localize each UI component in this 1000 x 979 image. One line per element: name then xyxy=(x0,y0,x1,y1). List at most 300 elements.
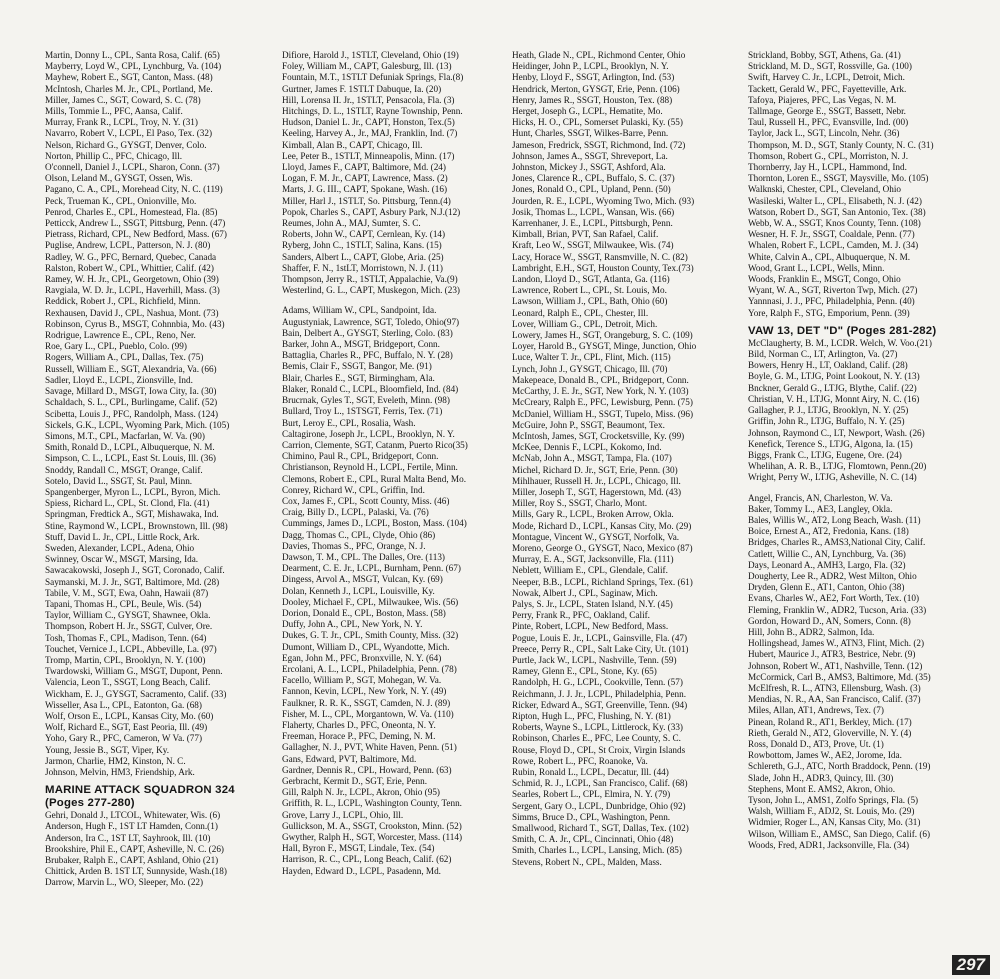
roster-entry: Preece, Perry R., CPL, Salt Lake City, Ut. (101) xyxy=(512,643,689,654)
roster-entry: Taul, Russell H., PFC, Evansville, Ind. (00) xyxy=(748,117,909,128)
roster-entry: Reddick, Robert J., CPL, Richfield, Minn. xyxy=(45,296,201,307)
roster-entry: Palys, S. Jr., LCPL, Staten Island, N.Y. (45) xyxy=(512,598,673,609)
roster-column-3 xyxy=(512,50,744,868)
roster-entry: Puglise, Andrew, LCPL, Patterson, N. J. (80) xyxy=(45,240,211,251)
roster-entry: Dryden, Glenn E., AT1, Canton, Ohio (38) xyxy=(748,582,905,593)
roster-entry: Peck, Trueman K., CPL, Onionville, Mo. xyxy=(45,195,197,206)
roster-entry: Robinson, Cyrus B., MSGT, Cohnnbia, Mo. (43) xyxy=(45,318,225,329)
roster-entry: Lynch, John J., GYSGT, Chicago, Ill. (70) xyxy=(512,363,668,374)
roster-entry: Bemis, Clair F., SSGT, Bangor, Me. (91) xyxy=(282,361,432,372)
roster-entry: Davies, Thomas S., PFC, Orange, N. J. xyxy=(282,540,426,551)
roster-entry: Spangenberger, Myron L., LCPL, Byron, Mich. xyxy=(45,486,221,497)
roster-entry: Wolf, Richard E., SGT, East Peoria, Ill. (49) xyxy=(45,722,208,733)
roster-entry: Wilson, William E., AMSC, San Diego, Calif. (6) xyxy=(748,828,931,839)
roster-entry: Dougherty, Lee R., ADR2, West Milton, Ohio xyxy=(748,570,917,581)
roster-entry: Spiess, Richard L., CPL, St. Clond, Fla. (41) xyxy=(45,498,210,509)
roster-entry: Lambright, E.H., SGT, Houston County, Tex.(73) xyxy=(512,262,694,273)
roster-entry: Miller, Harl J., 1STLT, So. Pittsburg, Tenn.(4) xyxy=(282,195,451,206)
roster-entry: Keeling, Harvey A., Jr., MAJ, Franklin, Ind. (7) xyxy=(282,128,458,139)
roster-entry: Tapani, Thomas H., CPL, Beule, Wis. (54) xyxy=(45,598,202,609)
roster-entry: Roberts, Wayne S., LCPL, Littlerock, Ky. (33) xyxy=(512,722,683,733)
roster-entry: Reichmann, J. J. Jr., LCPL, Philadelphia, Penn. xyxy=(512,688,687,699)
roster-entry: Sadler, Lloyd E., LCPL, Zionsville, Ind. xyxy=(45,374,193,385)
roster-entry: Stuff, David L. Jr., CPL, Little Rock, Ark. xyxy=(45,531,200,542)
roster-entry: Adams, William W., CPL, Sandpoint, Ida. xyxy=(282,305,437,316)
roster-entry: McCormick, Carl B., AMS3, Baltimore, Md. (35) xyxy=(748,671,931,682)
roster-entry: Yore, Ralph F., STG, Emporium, Penn. (39) xyxy=(748,307,910,318)
roster-entry: Thompson, Jerry R., 1STLT, Appalachie, Va.(9) xyxy=(282,274,458,285)
roster-entry: Brubaker, Ralph E., CAPT, Ashland, Ohio (21) xyxy=(45,855,219,866)
roster-entry: Jones, Ronald O., CPL, Upland, Penn. (50) xyxy=(512,184,671,195)
roster-entry: McKee, Dennis F., LCPL, Kokomo, Ind. xyxy=(512,442,662,453)
roster-entry: Tromp, Martin, CPL, Brooklyn, N. Y. (100) xyxy=(45,654,206,665)
roster-entry: McCarthy, J. E. Jr., SGT, New York, N. Y. (103) xyxy=(512,386,689,397)
roster-entry: Whelihan, A. R. B., LTJG, Flomtown, Penn.(20) xyxy=(748,461,927,472)
roster-entry: Karrenhaner, J. E., LCPL, Pittsburgh, Penn. xyxy=(512,218,673,229)
roster-column-2 xyxy=(282,50,507,877)
roster-entry: Hunt, Charles, SSGT, Wilkes-Barre, Penn. xyxy=(512,128,669,139)
roster-entry: Chittick, Arden B. 1ST LT, Sunnyside, Wash.(18) xyxy=(45,866,227,877)
roster-entry: Chimino, Paul R., CPL, Bridgeport, Conn. xyxy=(282,451,439,462)
roster-entry: Norton, Phillip C., PFC, Chicago, Ill. xyxy=(45,150,183,161)
roster-entry: Hendrick, Merton, GYSGT, Erie, Penn. (106) xyxy=(512,83,680,94)
roster-entry: Bowers, Henry H., LT, Oakland, Calif. (28) xyxy=(748,360,908,371)
roster-entry: Johnson, Raymond C., LT, Newport, Wash. (26) xyxy=(748,427,925,438)
roster-entry: Foley, William M., CAPT, Galesburg, Ill. (13) xyxy=(282,61,452,72)
roster-entry: Pietrass, Richard, CPL, New Bedford, Mass. (67) xyxy=(45,229,227,240)
roster-entry: Neeper, B.B., LCPL, Richland Springs, Tex. (61) xyxy=(512,576,693,587)
roster-entry: Sweden, Alexander, LCPL, Adena, Ohio xyxy=(45,542,195,553)
roster-entry: Ripton, Hugh L., PFC, Flushing, N. Y. (81) xyxy=(512,710,671,721)
roster-entry: Ercolani, A. L., LCPL, Philadelphia, Penn. (78) xyxy=(282,663,457,674)
roster-entry: Griffith, R. L., LCPL, Washington County, Tenn. xyxy=(282,798,462,809)
roster-entry: Kimball, Brian, PVT, San Rafael, Calif. xyxy=(512,229,659,240)
roster-entry: Days, Leonard A., AMH3, Largo, Fla. (32) xyxy=(748,559,906,570)
roster-entry: Caltagirone, Joseph Jr., LCPL, Brooklyn, N. Y. xyxy=(282,428,455,439)
roster-entry: Dumont, William D., CPL, Wyandotte, Mich. xyxy=(282,641,450,652)
roster-entry: Schmid, R. J., LCPL, San Francisco, Calif. (68) xyxy=(512,778,688,789)
roster-entry: Dingess, Arvol A., MSGT, Vulcan, Ky. (69) xyxy=(282,574,443,585)
roster-entry: Faulkner, R. R. K., SSGT, Camden, N. J. (89) xyxy=(282,697,451,708)
roster-entry: Fisher, M. L., CPL, Morgantown, W. Va. (110) xyxy=(282,708,454,719)
roster-entry: Gill, Ralph N. Jr., LCPL, Akron, Ohio (95) xyxy=(282,787,440,798)
roster-entry: Swift, Harvey C. Jr., LCPL, Detroit, Mich. xyxy=(748,72,905,83)
roster-entry: Bild, Norman C., LT, Arlington, Va. (27) xyxy=(748,349,898,360)
roster-entry: Yannnasi, J. J., PFC, Philadelphia, Penn. (40) xyxy=(748,296,915,307)
roster-entry: Mode, Richard D., LCPL, Kansas City, Mo. (29) xyxy=(512,520,692,531)
roster-entry: McIntosh, Charles M. Jr., CPL, Portland, Me. xyxy=(45,83,213,94)
roster-entry: Lowery, James H., SGT, Orangeburg, S. C. (109) xyxy=(512,330,693,341)
roster-entry: Wasileski, Walter L., CPL, Elisabeth, N. J. (42) xyxy=(748,195,922,206)
roster-entry: Slade, John H., ADR3, Quincy, Ill. (30) xyxy=(748,772,894,783)
roster-entry: Reumes, John A., MAJ, Sumter, S. C. xyxy=(282,218,421,229)
roster-entry: Grove, Larry J., LCPL, Ohio, Ill. xyxy=(282,809,404,820)
roster-entry: Searles, Robert L., CPL, Elmira, N. Y. (79) xyxy=(512,789,671,800)
roster-entry: Smith, C. A. Jr., CPL, Cincinnati, Ohio (48) xyxy=(512,834,674,845)
roster-entry: Yoho, Gary R., PFC, Cameron, W Va. (77) xyxy=(45,733,203,744)
roster-entry: Strickland, Bobby, SGT, Athens, Ga. (41) xyxy=(748,50,901,60)
roster-entry: Miller, Joseph T., SGT, Hagerstown, Md. (43) xyxy=(512,486,682,497)
roster-entry: Sawacakowski, Joseph J., SGT, Coronado, Calif. xyxy=(45,565,225,576)
roster-entry: Fannon, Kevin, LCPL, New York, N. Y. (49) xyxy=(282,686,447,697)
roster-entry: Touchet, Vernice J., LCPL, Abbeville, La. (97) xyxy=(45,643,217,654)
roster-entry: Nelson, Richard G., GYSGT, Denver, Colo. xyxy=(45,139,207,150)
roster-entry: Rexhausen, David J., CPL, Nashua, Mont. (73) xyxy=(45,307,219,318)
roster-entry: Baker, Tommy L., AE3, Langley, Okla. xyxy=(748,503,893,514)
roster-entry: Battaglia, Charles R., PFC, Buffalo, N. Y. (28) xyxy=(282,350,453,361)
roster-entry: Jourden, R. E., LCPL, Wyoming Two, Mich. (93) xyxy=(512,195,695,206)
roster-entry: McDaniel, William H., SSGT, Tupelo, Miss. (96) xyxy=(512,408,694,419)
roster-entry: Schaldach, S. L., CPL, Burlingame, Calif. (52) xyxy=(45,397,218,408)
roster-entry: Rodrigue, Lawrence E., CPL, Reno, Ner. xyxy=(45,330,196,341)
roster-entry: Radley, W. G., PFC, Bernard, Quebec, Canada xyxy=(45,251,217,262)
roster-entry: Mayhew, Robert E., SGT, Canton, Mass. (48) xyxy=(45,72,213,83)
roster-entry: Difiore, Harold J., 1STLT, Cleveland, Ohio (19) xyxy=(282,50,459,60)
roster-entry: Swinney, Oscar W., MSGT, Marsing, Ida. xyxy=(45,554,199,565)
roster-entry: Gehri, Donald J., LTCOL, Whitewater, Wis. (6) xyxy=(45,810,221,821)
roster-entry: Bullard, Troy L., 1STSGT, Ferris, Tex. (71) xyxy=(282,406,443,417)
roster-entry: Lloyd, James F., CAPT, Baltimore, Md. (24) xyxy=(282,162,446,173)
roster-entry: Wickham, E. J., GYSGT, Sacramento, Calif. (33) xyxy=(45,688,227,699)
roster-entry: Springman, Fredtick A., SGT, Mishawaka, Ind. xyxy=(45,509,219,520)
block-spacer xyxy=(282,296,507,305)
roster-entry: Bnckner, Gerald G., LTJG, Blythe, Calif. (22) xyxy=(748,382,917,393)
roster-entry: Shaffer, F. N., 1stLT, Morristown, N. J. (11) xyxy=(282,262,443,273)
roster-column-4 xyxy=(748,50,990,851)
roster-entry: Hall, Byron F., MSGT, Lindale, Tex. (54) xyxy=(282,843,435,854)
roster-column-1 xyxy=(45,50,277,889)
roster-entry: Augustyniak, Lawrence, SGT, Toledo, Ohio(97) xyxy=(282,316,460,327)
roster-entry: Anderson, Hugh F., 1ST LT Hamden, Conn.(1) xyxy=(45,821,218,832)
roster-entry: Gordon, Howard D., AN, Somers, Conn. (8) xyxy=(748,615,911,626)
roster-entry: Martin, Donny L., CPL, Santa Rosa, Calif. (65) xyxy=(45,50,220,60)
roster-entry: Dooley, Michael F., CPL, Milwaukee, Wis. (56) xyxy=(282,596,459,607)
roster-entry: Smith, Ronald D., LCPL, Albuquerque, N. M. xyxy=(45,442,215,453)
roster-entry: Simpson, C. L., LCPL, East St. Louis, Ill. (36) xyxy=(45,453,216,464)
roster-entry: Simons, M.T., CPL, Macfarlan, W. Va. (90) xyxy=(45,430,205,441)
roster-entry: Michel, Richard D. Jr., SGT, Erie, Penn. (30) xyxy=(512,464,678,475)
roster-entry: Lawrence, Robert L., CPL, St. Louis, Mo. xyxy=(512,285,667,296)
roster-entry: Burt, Leroy E., CPL, Rosalia, Wash. xyxy=(282,417,416,428)
roster-entry: Neblett, William E., CPL, Glendale, Calif. xyxy=(512,565,668,576)
roster-entry: Gallagher, P. J., LTJG, Brooklyn, N. Y. (25) xyxy=(748,405,909,416)
roster-entry: Brucrnak, Gyles T., SGT, Eveleth, Minn. (98) xyxy=(282,395,450,406)
roster-entry: Johnson, Melvin, HM3, Friendship, Ark. xyxy=(45,767,195,777)
roster-entry: Hicks, H. O., CPL, Somerset Pulaski, Ky. (55) xyxy=(512,117,683,128)
roster-entry: Schlereth, G.J., ATC, North Braddock, Penn. (19) xyxy=(748,761,931,772)
roster-entry: Snoddy, Randall C., MSGT, Orange, Calif. xyxy=(45,464,203,475)
roster-entry: Thompson, M. D., SGT, Stanly County, N. C. (31) xyxy=(748,139,934,150)
roster-entry: Lee, Peter B., 1STLT, Minneapolis, Minn. (17) xyxy=(282,150,455,161)
roster-entry: Marts, J. G. III., CAPT, Spokane, Wash. (16) xyxy=(282,184,448,195)
roster-entry: Ross, Donald D., AT3, Prove, Ut. (1) xyxy=(748,738,884,749)
roster-entry: Logan, F. M. Jr., CAPT, Lawrence, Mass. (2) xyxy=(282,173,448,184)
roster-entry: Sanders, Albert L., CAPT, Globe, Aria. (25) xyxy=(282,251,444,262)
roster-entry: Rowbottom, James W., AE2, Jorome, Ida. xyxy=(748,750,902,761)
roster-entry: Roe, Gary L., CPL, Pueblo, Colo. (99) xyxy=(45,341,187,352)
roster-entry: Smith, Charles L., LCPL, Lansing, Mich. (85) xyxy=(512,845,682,856)
roster-entry: Hubert, Maurice J., ATR3, Bestrice, Nebr. (9) xyxy=(748,649,916,660)
roster-entry: Leonard, Ralph E., CPL, Chester, Ill. xyxy=(512,307,649,318)
block-spacer xyxy=(748,484,990,493)
roster-entry: Duffy, John A., CPL, New York, N. Y. xyxy=(282,619,423,630)
roster-entry: Mihlhauer, Russell H. Jr., LCPL, Chicago, Ill. xyxy=(512,475,681,486)
roster-entry: Taylor, William C., GYSGT, Shawnee, Okla. xyxy=(45,610,211,621)
roster-entry: Westerlind, G. L., CAPT, Muskegon, Mich. (23) xyxy=(282,285,460,296)
roster-entry: Clemons, Robert E., CPL, Rural Malta Bend, Mo. xyxy=(282,473,466,484)
roster-entry: Ramey, W. H. Jr., CPL, Georgetown, Ohio (39) xyxy=(45,274,219,285)
roster-entry: McCreary, Ralph E., PFC, Lewisburg, Penn. (75) xyxy=(512,397,693,408)
roster-entry: Tafoya, Piajeres, PFC, Las Vegas, N. M. xyxy=(748,94,897,105)
roster-entry: Flaherty, Charles D., PFC, Oneonta, N. Y. xyxy=(282,719,436,730)
roster-entry: Boyle, G. M., LTJG, Point Lookout, N. Y. (13) xyxy=(748,371,920,382)
roster-entry: Freeman, Horace P., PFC, Deming, N. M. xyxy=(282,731,436,742)
roster-entry: Twardowski, William G., MSGT, Dupont, Penn. xyxy=(45,666,223,677)
roster-entry: Wyant, W. A., SGT, Riverton Twp, Mich. (27) xyxy=(748,285,918,296)
roster-block xyxy=(45,50,277,778)
roster-entry: Miller, Roy S., SSGT, Charlo, Mont. xyxy=(512,498,647,509)
roster-entry: Henby, Lloyd F., SSGT, Arlington, Ind. (53) xyxy=(512,72,675,83)
roster-entry: Herget, Joseph G., LCPL, Hematite, Mo. xyxy=(512,106,663,117)
roster-entry: Gullickson, M. A., SSGT, Crookston, Minn. (52) xyxy=(282,820,462,831)
roster-entry: McIntosh, James, SGT, Crocketsville, Ky. (99) xyxy=(512,430,685,441)
roster-entry: McElfresh, R. L., ATN3, Ellensburg, Wash. (3) xyxy=(748,682,921,693)
roster-entry: Fountain, M.T., 1STLT Defuniak Springs, Fla.(8) xyxy=(282,72,464,83)
roster-entry: Kenefick, Terence S., LTJG, Algona, Ia. (15) xyxy=(748,438,913,449)
roster-entry: Hudson, Daniel L. Jr., CAPT, Honston, Tex.(5) xyxy=(282,117,455,128)
roster-entry: Roberts, John W., CAPT, Cernlean, Ky. (14) xyxy=(282,229,446,240)
roster-entry: Lacy, Horace W., SSGT, Ransmville, N. C. (82) xyxy=(512,251,688,262)
roster-entry: Savage, Millard D., MSGT, Iowa City, Ia. (30) xyxy=(45,386,217,397)
roster-entry: Sickels, G.K., LCPL, Wyoming Park, Mich. (105) xyxy=(45,419,230,430)
roster-entry: Wood, Grant L., LCPL, Wells, Minn. xyxy=(748,262,885,273)
roster-entry: Boice, Ernest A., AT2, Fredonia, Kans. (18) xyxy=(748,526,909,537)
roster-entry: Smallwood, Richard T., SGT, Dallas, Tex. (102) xyxy=(512,823,689,834)
roster-entry: Heidinger, John P., LCPL, Brooklyn, N. Y. xyxy=(512,61,669,72)
roster-entry: Pogue, Louis E. Jr., LCPL, Gainsville, Fla. (47) xyxy=(512,632,688,643)
roster-entry: McClaugherty, B. M., LCDR. Welch, W. Voo.(21) xyxy=(748,337,932,348)
roster-entry: Webb, W. A., SSGT, Knos County, Tenn. (108) xyxy=(748,218,921,229)
roster-entry: Stevens, Robert N., CPL, Malden, Mass. xyxy=(512,856,662,867)
roster-block xyxy=(282,50,507,296)
roster-entry: Thompson, Robert H. Jr., SSGT, Culver, Ore. xyxy=(45,621,213,632)
roster-entry: Johnston, Mickey J., SSGT, Ashford, Ala. xyxy=(512,162,666,173)
roster-entry: Kimball, Alan B., CAPT, Chicago, Ill. xyxy=(282,139,423,150)
roster-entry: Stine, Raymond W., LCPL, Brownstown, Ill. (98) xyxy=(45,520,228,531)
roster-entry: Moreno, George O., GYSGT, Naco, Mexico (87) xyxy=(512,542,693,553)
roster-entry: Young, Jessie B., SGT, Viper, Ky. xyxy=(45,744,170,755)
roster-entry: Ricker, Edward A., SGT, Greenville, Tenn. (94) xyxy=(512,699,688,710)
roster-entry: Wisseller, Asa L., CPL, Eatonton, Ga. (68) xyxy=(45,699,202,710)
roster-block xyxy=(748,325,990,484)
roster-entry: Sotelo, David L., SSGT, St. Paul, Minn. xyxy=(45,475,193,486)
roster-entry: Walsh, William F., ADJ2, St. Louis, Mo. (29) xyxy=(748,806,915,817)
roster-entry: Watson, Robert D., SGT, San Antonio, Tex. (38) xyxy=(748,206,926,217)
roster-entry: Woods, Fred, ADR1, Jacksonville, Fla. (34) xyxy=(748,839,910,850)
roster-entry: Rouse, Floyd D., CPL, St Croix, Virgin Islands xyxy=(512,744,686,755)
roster-entry: Thomson, Robert G., CPL, Morriston, N. J. xyxy=(748,150,909,161)
roster-entry: Dagg, Thomas C., CPL, Clyde, Ohio (86) xyxy=(282,529,436,540)
roster-entry: Hayden, Edward D., LCPL, Pasadenn, Md. xyxy=(282,865,441,876)
roster-entry: Bain, Delbert A., GYSGT, Sterling, Colo. (83) xyxy=(282,327,453,338)
roster-entry: Rubin, Ronald L., LCPL, Decatur, Ill. (44) xyxy=(512,767,669,777)
roster-entry: Lawson, William J., CPL, Bath, Ohio (60) xyxy=(512,296,668,307)
roster-entry: Penrod, Charles E., CPL, Homestead, Fla. (85) xyxy=(45,206,218,217)
roster-entry: Tyson, John L., AMS1, Zolfo Springs, Fla. (5) xyxy=(748,795,919,805)
roster-entry: Wesner, H. F. Jr., SSGT, Coaldale, Penn. (77) xyxy=(748,229,915,240)
roster-entry: Fleming, Franklin W., ADR2, Tucson, Aria. (33) xyxy=(748,604,927,615)
roster-entry: Pinean, Roland R., AT1, Berkley, Mich. (17) xyxy=(748,716,912,727)
roster-entry: Pinte, Robert, LCPL, New Bedford, Mass. xyxy=(512,621,669,632)
roster-entry: Mills, Tommie L., PFC, Aansa, Calif. xyxy=(45,106,183,117)
roster-entry: Tallmage, George E., SSGT, Bassett, Nebr. xyxy=(748,106,906,117)
roster-entry: Ramey, Glenn E., CPL, Stone, Ky. (65) xyxy=(512,666,657,677)
roster-entry: Gallagher, N. J., PVT, White Haven, Penn. (51) xyxy=(282,742,457,753)
roster-entry: Mayberry, Loyd W., CPL, Lynchburg, Va. (104) xyxy=(45,61,222,72)
roster-entry: Lover, William G., CPL, Detroit, Mich. xyxy=(512,318,658,329)
roster-entry: Cox, James F., CPL, Scott County, Miss. (46) xyxy=(282,495,450,506)
roster-entry: Wright, Perry W., LTJG, Asheville, N. C. (14) xyxy=(748,472,917,483)
section-heading: (Poges 277-280) xyxy=(45,797,135,810)
roster-entry: Tosh, Thomas F., CPL, Madison, Tenn. (64) xyxy=(45,632,207,643)
roster-entry: Carrion, Clemente, SGT, Catanm, Puerto Rico(35) xyxy=(282,439,468,450)
roster-entry: Thornton, Loren E., SSGT, Maysville, Mo. (105) xyxy=(748,173,929,184)
roster-entry: Dawson, T. M., CPL. The Dalles, Ore. (113) xyxy=(282,551,445,562)
roster-entry: Rowe, Robert L., PFC, Roanoke, Va. xyxy=(512,755,648,766)
roster-entry: Landon, Lloyd D., SGT, Atlanta, Ga. (116) xyxy=(512,274,670,285)
roster-entry: Thornberry, Jay H., LCPL, Hammond, Ind. xyxy=(748,162,907,173)
roster-entry: Darrow, Marvin L., WO, Sleeper, Mo. (22) xyxy=(45,877,204,888)
roster-entry: Angel, Francis, AN, Charleston, W. Va. xyxy=(748,492,893,503)
roster-entry: Purtle, Jack W., LCPL, Nashville, Tenn. (59) xyxy=(512,654,677,665)
roster-entry: Hollingshead, James W., ATN3, Flint, Mich. (2) xyxy=(748,638,925,649)
roster-entry: Gans, Edward, PVT, Baltimore, Md. xyxy=(282,753,417,764)
roster-entry: Sergent, Gary O., LCPL, Dunbridge, Ohio (92) xyxy=(512,800,686,811)
roster-entry: Widmier, Roger L., AN, Kansas City, Mo. (31) xyxy=(748,817,921,828)
roster-entry: Cummings, James D., LCPL, Boston, Mass. (104) xyxy=(282,518,467,529)
roster-entry: Bales, Willis W., AT2, Long Beach, Wash. (11) xyxy=(748,514,921,525)
roster-entry: Walknski, Chester, CPL, Cleveland, Ohio xyxy=(748,184,902,195)
roster-entry: Gerbracht, Kermit D., SGT, Erie, Penn. xyxy=(282,776,428,786)
roster-block xyxy=(748,484,990,852)
roster-entry: Blaker, Ronald C., LCPL, Bloomfield, Ind. (84) xyxy=(282,383,459,394)
roster-entry: O'connell, Daniel J., LCPL, Sharon, Conn. (37) xyxy=(45,162,220,173)
roster-entry: Miller, James C., SGT, Coward, S. C. (78) xyxy=(45,94,201,105)
roster-entry: Loyer, Harold B., GYSGT, Minge, Junction, Ohio xyxy=(512,341,697,352)
roster-entry: Biggs, Frank C., LTJG, Eugene, Ore. (24) xyxy=(748,449,902,460)
roster-entry: Johnson, Robert W., AT1, Nashville, Tenn. (12) xyxy=(748,660,923,671)
roster-entry: Evans, Charles W., AE2, Fort Worth, Tex. (10) xyxy=(748,593,920,604)
roster-entry: McGuire, John P., SSGT, Beaumont, Tex. xyxy=(512,419,665,430)
roster-entry: White, Calvin A., CPL, Albuquerque, N. M. xyxy=(748,251,911,262)
roster-entry: Blair, Charles E., SGT, Birmingham, Ala. xyxy=(282,372,435,383)
roster-entry: Dukes, G. T. Jr., CPL, Smith County, Miss. (32) xyxy=(282,630,459,641)
roster-entry: Nowak, Albert J., CPL, Saginaw, Mich. xyxy=(512,587,658,598)
roster-entry: Egan, John M., PFC, Bronxville, N. Y. (64) xyxy=(282,652,442,663)
roster-entry: Popok, Charles S., CAPT, Asbury Park, N.J.(12) xyxy=(282,206,461,217)
roster-block xyxy=(282,296,507,876)
roster-entry: Robinson, Charles E., PFC, Lee County, S. C. xyxy=(512,733,681,744)
roster-entry: Stephens, Mont E. AMS2, Akron, Ohio. xyxy=(748,783,896,794)
roster-entry: Luce, Walter T. Jr., CPL, Flint, Mich. (115) xyxy=(512,352,671,363)
roster-entry: Miles, Allan, AT1, Andrews, Tex. (7) xyxy=(748,705,884,716)
roster-entry: Murray, Frank R., LCPL, Troy, N. Y. (31) xyxy=(45,117,198,128)
roster-entry: Simms, Bruce D., CPL, Washington, Penn. xyxy=(512,811,671,822)
roster-entry: Ravgiala, W. D. Jr., LCPL, Haverhill, Mass. (3) xyxy=(45,285,220,296)
roster-entry: Catlett, Willie C., AN, Lynchburg, Va. (36) xyxy=(748,548,906,559)
roster-block xyxy=(512,50,744,868)
roster-entry: Tabile, V. M., SGT, Ewa, Oahn, Hawaii (87) xyxy=(45,587,209,598)
roster-entry: Conrey, Richard W., CPL, Griffin, Ind. xyxy=(282,484,425,495)
roster-entry: Johnson, James A., SSGT, Shreveport, La. xyxy=(512,150,668,161)
roster-entry: Dearment, C. E. Jr., LCPL, Burnham, Penn. (67) xyxy=(282,563,461,574)
roster-entry: Hill, John B., ADR2, Salmon, Ida. xyxy=(748,626,875,637)
roster-entry: Rogers, William A., CPL, Dallas, Tex. (75) xyxy=(45,352,204,363)
roster-entry: Saymanski, M. J. Jr., SGT, Baltimore, Md. (28) xyxy=(45,576,220,587)
roster-entry: Whalen, Robert F., LCPL, Camden, M. J. (34) xyxy=(748,240,919,251)
roster-entry: Murray, E. A., SGT, Jacksonville, Fla. (111) xyxy=(512,554,674,565)
roster-entry: Bridges, Charles R., AMS3,National City, Calif. xyxy=(748,537,926,548)
roster-entry: Brookshire, Phil E., CAPT, Asheville, N. C. (26) xyxy=(45,843,224,854)
roster-entry: Josik, Thomas L., LCPL, Wansan, Wis. (66) xyxy=(512,206,675,217)
roster-entry: Tackett, Gerald W., PFC, Fayetteville, Ark. xyxy=(748,83,907,94)
roster-entry: Mills, Gary R., LCPL, Broken Arrow, Okla. xyxy=(512,509,674,520)
roster-entry: Strickland, M. D., SGT, Rossville, Ga. (100) xyxy=(748,61,912,72)
roster-entry: Dolan, Kenneth J., LCPL, Louisville, Ky. xyxy=(282,585,435,596)
roster-entry: Woods, Franklin E., MSGT, Congo, Ohio xyxy=(748,274,901,285)
roster-entry: Craig, Billy D., LCPL, Palaski, Va. (76) xyxy=(282,507,429,518)
roster-entry: Kraft, Leo W., SSGT, Milwaukee, Wis. (74) xyxy=(512,240,674,251)
roster-entry: Montague, Vincent W., GYSGT, Norfolk, Va. xyxy=(512,531,680,542)
roster-entry: Navarro, Robert V., LCPL, El Paso, Tex. (32) xyxy=(45,128,213,139)
roster-entry: Randolph, H. G., LCPL, Cookville, Tenn. (57) xyxy=(512,677,683,688)
roster-entry: Rieth, Gerald N., AT2, Gloverville, N. Y. (4) xyxy=(748,727,912,738)
roster-entry: Harrison, R. C., CPL, Long Beach, Calif. (62) xyxy=(282,854,452,865)
roster-entry: Ralston, Robert W., CPL, Whittier, Calif. (42) xyxy=(45,262,214,273)
roster-entry: McNab, John A., MSGT, Tampa, Fla. (107) xyxy=(512,453,672,464)
section-heading: MARINE ATTACK SQUADRON 324 xyxy=(45,784,235,797)
roster-entry: Makepeace, Donald B., CPL, Bridgeport, Conn. xyxy=(512,374,689,385)
roster-entry: Jarmon, Charlie, HM2, Kinston, N. C. xyxy=(45,755,186,766)
roster-entry: Hill, Lorensa II. Jr., 1STLT, Pensacola, Fla. (3) xyxy=(282,94,455,105)
roster-entry: Jones, Clarence R., CPL, Buffalo, S. C. (37) xyxy=(512,173,675,184)
roster-entry: Barker, John A., MSGT, Bridgeport, Conn. xyxy=(282,339,440,350)
roster-entry: Taylor, Jack L., SGT, Lincoln, Nehr. (36) xyxy=(748,128,900,139)
roster-entry: Gardner, Dennis R., CPL, Howard, Penn. (63) xyxy=(282,764,452,775)
roster-entry: Facello, William P., SGT, Mohegan, W. Va. xyxy=(282,675,442,686)
roster-entry: Perry, Frank R., PFC, Oakland, Calif. xyxy=(512,610,650,621)
roster-entry: Gurtner, James F. 1STLT Dabuque, Ia. (20) xyxy=(282,83,442,94)
roster-block xyxy=(45,784,277,888)
roster-entry: Petticck, Andrew L., SSGT, Pittsburg, Penn. (47) xyxy=(45,218,226,229)
roster-entry: Scibetta, Louis J., PFC, Randolph, Mass. (124) xyxy=(45,408,219,419)
roster-entry: Jameson, Fredrick, SSGT, Richmond, Ind. (72) xyxy=(512,139,686,150)
roster-entry: Wolf, Orson E., LCPL, Kansas City, Mo. (60) xyxy=(45,710,214,721)
roster-entry: Christianson, Reynold H., LCPL, Fertile, Minn. xyxy=(282,462,458,473)
roster-entry: Griffin, John R., LTJG, Buffalo, N. Y. (25) xyxy=(748,416,905,427)
roster-entry: Olson, Leland M., GYSGT, Ossen, Wis. xyxy=(45,173,193,184)
roster-entry: Heath, Glade N., CPL, Richmond Center, Ohio xyxy=(512,50,686,60)
roster-entry: Dorion, Donald E., CPL, Boston, Mass. (58) xyxy=(282,607,446,618)
roster-entry: Anderson, Ira C., 1ST LT, Sayhrook, Ill. (10) xyxy=(45,832,211,843)
roster-entry: Henry, James R., SSGT, Houston, Tex. (88) xyxy=(512,94,673,105)
roster-entry: Russell, William E., SGT, Alexandria, Va. (66) xyxy=(45,363,217,374)
roster-entry: Ryberg, John C., 1STLT, Salina, Kans. (15) xyxy=(282,240,442,251)
section-heading: VAW 13, DET "D" (Poges 281-282) xyxy=(748,324,937,337)
roster-entry: Gwyther, Ralph H., SGT, Worcester, Mass. (114) xyxy=(282,832,463,843)
roster-entry: Hitchings, D. L., 1STLT, Rayne Township, Penn. xyxy=(282,106,463,117)
page-number: 297 xyxy=(952,955,990,975)
